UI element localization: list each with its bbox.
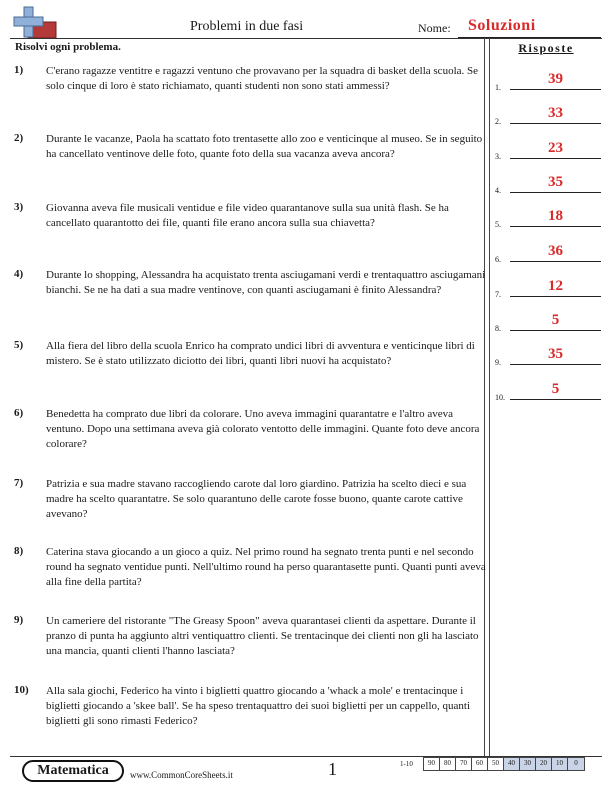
score-cell: 30 <box>520 758 536 770</box>
problem-number: 7) <box>14 477 24 489</box>
score-range-label: 1-10 <box>400 760 413 768</box>
answer-value: 35 <box>548 346 563 362</box>
problem-number: 6) <box>14 407 24 419</box>
problem-number: 2) <box>14 132 24 144</box>
problem-text: Benedetta ha comprato due libri da colorare. Uno aveva immagini quarantatre e l'altro aveva ventuno. Dopo una settimana aveva già colorato ventotto delle immagini. Quante foto deve ancora colorare? <box>46 408 480 450</box>
answer-value: 23 <box>548 140 563 156</box>
score-cell: 10 <box>552 758 568 770</box>
answer-9 <box>495 347 601 367</box>
answer-6 <box>495 244 601 264</box>
answer-value: 33 <box>548 105 563 121</box>
problem-number: 8) <box>14 545 24 557</box>
answer-number: 5. <box>495 220 501 229</box>
problem-text: Un cameriere del ristorante "The Greasy Spoon" aveva quarantasei clienti da aspettare. Durante il pranzo di punta ha aggiunto altri ventiquattro clienti. Se trentacinque dei clienti non gli ha lasciato una mancia, quanti clienti l'hanno lasciata? <box>46 615 479 657</box>
answer-4 <box>495 175 601 195</box>
problem-number: 4) <box>14 268 24 280</box>
answer-number: 4. <box>495 186 501 195</box>
problem-text: Durante le vacanze, Paola ha scattato foto trentasette allo zoo e venticinque al museo. Se in seguito ha cancellato ventinove delle foto, quante foto della sua vacanza aveva ancora? <box>46 133 483 160</box>
answer-number: 2. <box>495 117 501 126</box>
problem-text: Giovanna aveva file musicali ventidue e file video quarantanove sulla sua unità flash. Se ha cancellato quarantotto dei file, quanti file erano ancora sulla sua chiavetta? <box>46 202 449 229</box>
answer-line <box>510 364 601 365</box>
page-number: 1 <box>328 759 337 779</box>
answer-line <box>510 89 601 90</box>
problem-text: Alla sala giochi, Federico ha vinto i biglietti quattro giocando a 'whack a mole' e trentacinque i biglietti giocando a 'skee ball'. Se ha speso trentaquattro dei suoi biglietti per un cappello, quanti biglietti gli sono rimasti Federico? <box>46 685 470 727</box>
name-value: Soluzioni <box>468 17 536 34</box>
subject-badge: Matematica <box>22 760 124 782</box>
problem-text: Patrizia e sua madre stavano raccogliendo carote dal loro giardino. Patrizia ha scelto dieci e sua madre ha scelto quarantatre. Se solo quarantuno delle carote fosse buono, quante carote cattive avevano? <box>46 478 467 520</box>
answer-line <box>510 226 601 227</box>
answer-3 <box>495 141 601 161</box>
answer-value: 18 <box>548 208 563 224</box>
answer-value: 5 <box>551 312 560 328</box>
answer-line <box>510 330 601 331</box>
header-divider <box>10 38 602 39</box>
problem-text: C'erano ragazze ventitre e ragazzi ventuno che provavano per la squadra di basket della scuola. Se solo cinque di loro è stato richiamato, quanti studenti non sono stati ammessi? <box>46 65 479 92</box>
answer-5 <box>495 209 601 229</box>
score-cell: 60 <box>472 758 488 770</box>
answer-line <box>510 399 601 400</box>
answer-7 <box>495 279 601 299</box>
instructions: Risolvi ogni problema. <box>15 41 121 53</box>
score-cell: 50 <box>488 758 504 770</box>
score-cell: 40 <box>504 758 520 770</box>
answer-value: 36 <box>548 243 563 259</box>
problem-text: Caterina stava giocando a un gioco a quiz. Nel primo round ha segnato trenta punti e nel secondo round ha segnato ventidue punti. Nell'ultimo round ha perso quarantasette punti. Quanti punti aveva alla fine della partita? <box>46 546 486 588</box>
answer-value: 35 <box>548 174 563 190</box>
answer-number: 3. <box>495 152 501 161</box>
name-label: Nome: <box>418 21 451 35</box>
answer-column-divider <box>489 38 490 756</box>
answer-number: 8. <box>495 324 501 333</box>
problem-text: Alla fiera del libro della scuola Enrico ha comprato undici libri di avventura e venticinque libri di mistero. Se è stato utilizzato diciotto dei libri, quanti libri nuovi ha acquistato? <box>46 340 475 367</box>
math-cross-logo-icon <box>12 6 60 42</box>
problem-number: 1) <box>14 64 24 76</box>
score-cell: 20 <box>536 758 552 770</box>
answer-number: 1. <box>495 83 501 92</box>
problem-number: 9) <box>14 614 24 626</box>
answer-value: 39 <box>548 71 563 87</box>
problem-text: Durante lo shopping, Alessandra ha acquistato trenta asciugamani verdi e trentaquattro asciugamani bianchi. Se ne ha dati a sua madre ventinove, con quanti asciugamani è finito Alessandra? <box>46 269 486 296</box>
score-cell: 90 <box>424 758 440 770</box>
footer-url: www.CommonCoreSheets.it <box>130 770 233 780</box>
answer-10 <box>495 382 601 402</box>
score-cell: 0 <box>568 758 584 770</box>
answer-number: 6. <box>495 255 501 264</box>
answer-line <box>510 296 601 297</box>
answer-number: 7. <box>495 290 501 299</box>
answer-2 <box>495 106 601 126</box>
score-cell: 80 <box>440 758 456 770</box>
answer-number: 9. <box>495 358 501 367</box>
answer-line <box>510 192 601 193</box>
answer-8 <box>495 313 601 333</box>
answer-1 <box>495 72 601 92</box>
answer-line <box>510 123 601 124</box>
answer-value: 12 <box>548 278 563 294</box>
answer-line <box>510 261 601 262</box>
score-cell: 70 <box>456 758 472 770</box>
score-table <box>423 757 585 771</box>
problem-number: 10) <box>14 684 29 696</box>
worksheet-title: Problemi in due fasi <box>190 19 304 34</box>
answer-line <box>510 158 601 159</box>
problem-number: 3) <box>14 201 24 213</box>
answers-header: Risposte <box>518 41 574 55</box>
problem-number: 5) <box>14 339 24 351</box>
answer-number: 10. <box>495 393 505 402</box>
answer-value: 5 <box>551 381 560 397</box>
